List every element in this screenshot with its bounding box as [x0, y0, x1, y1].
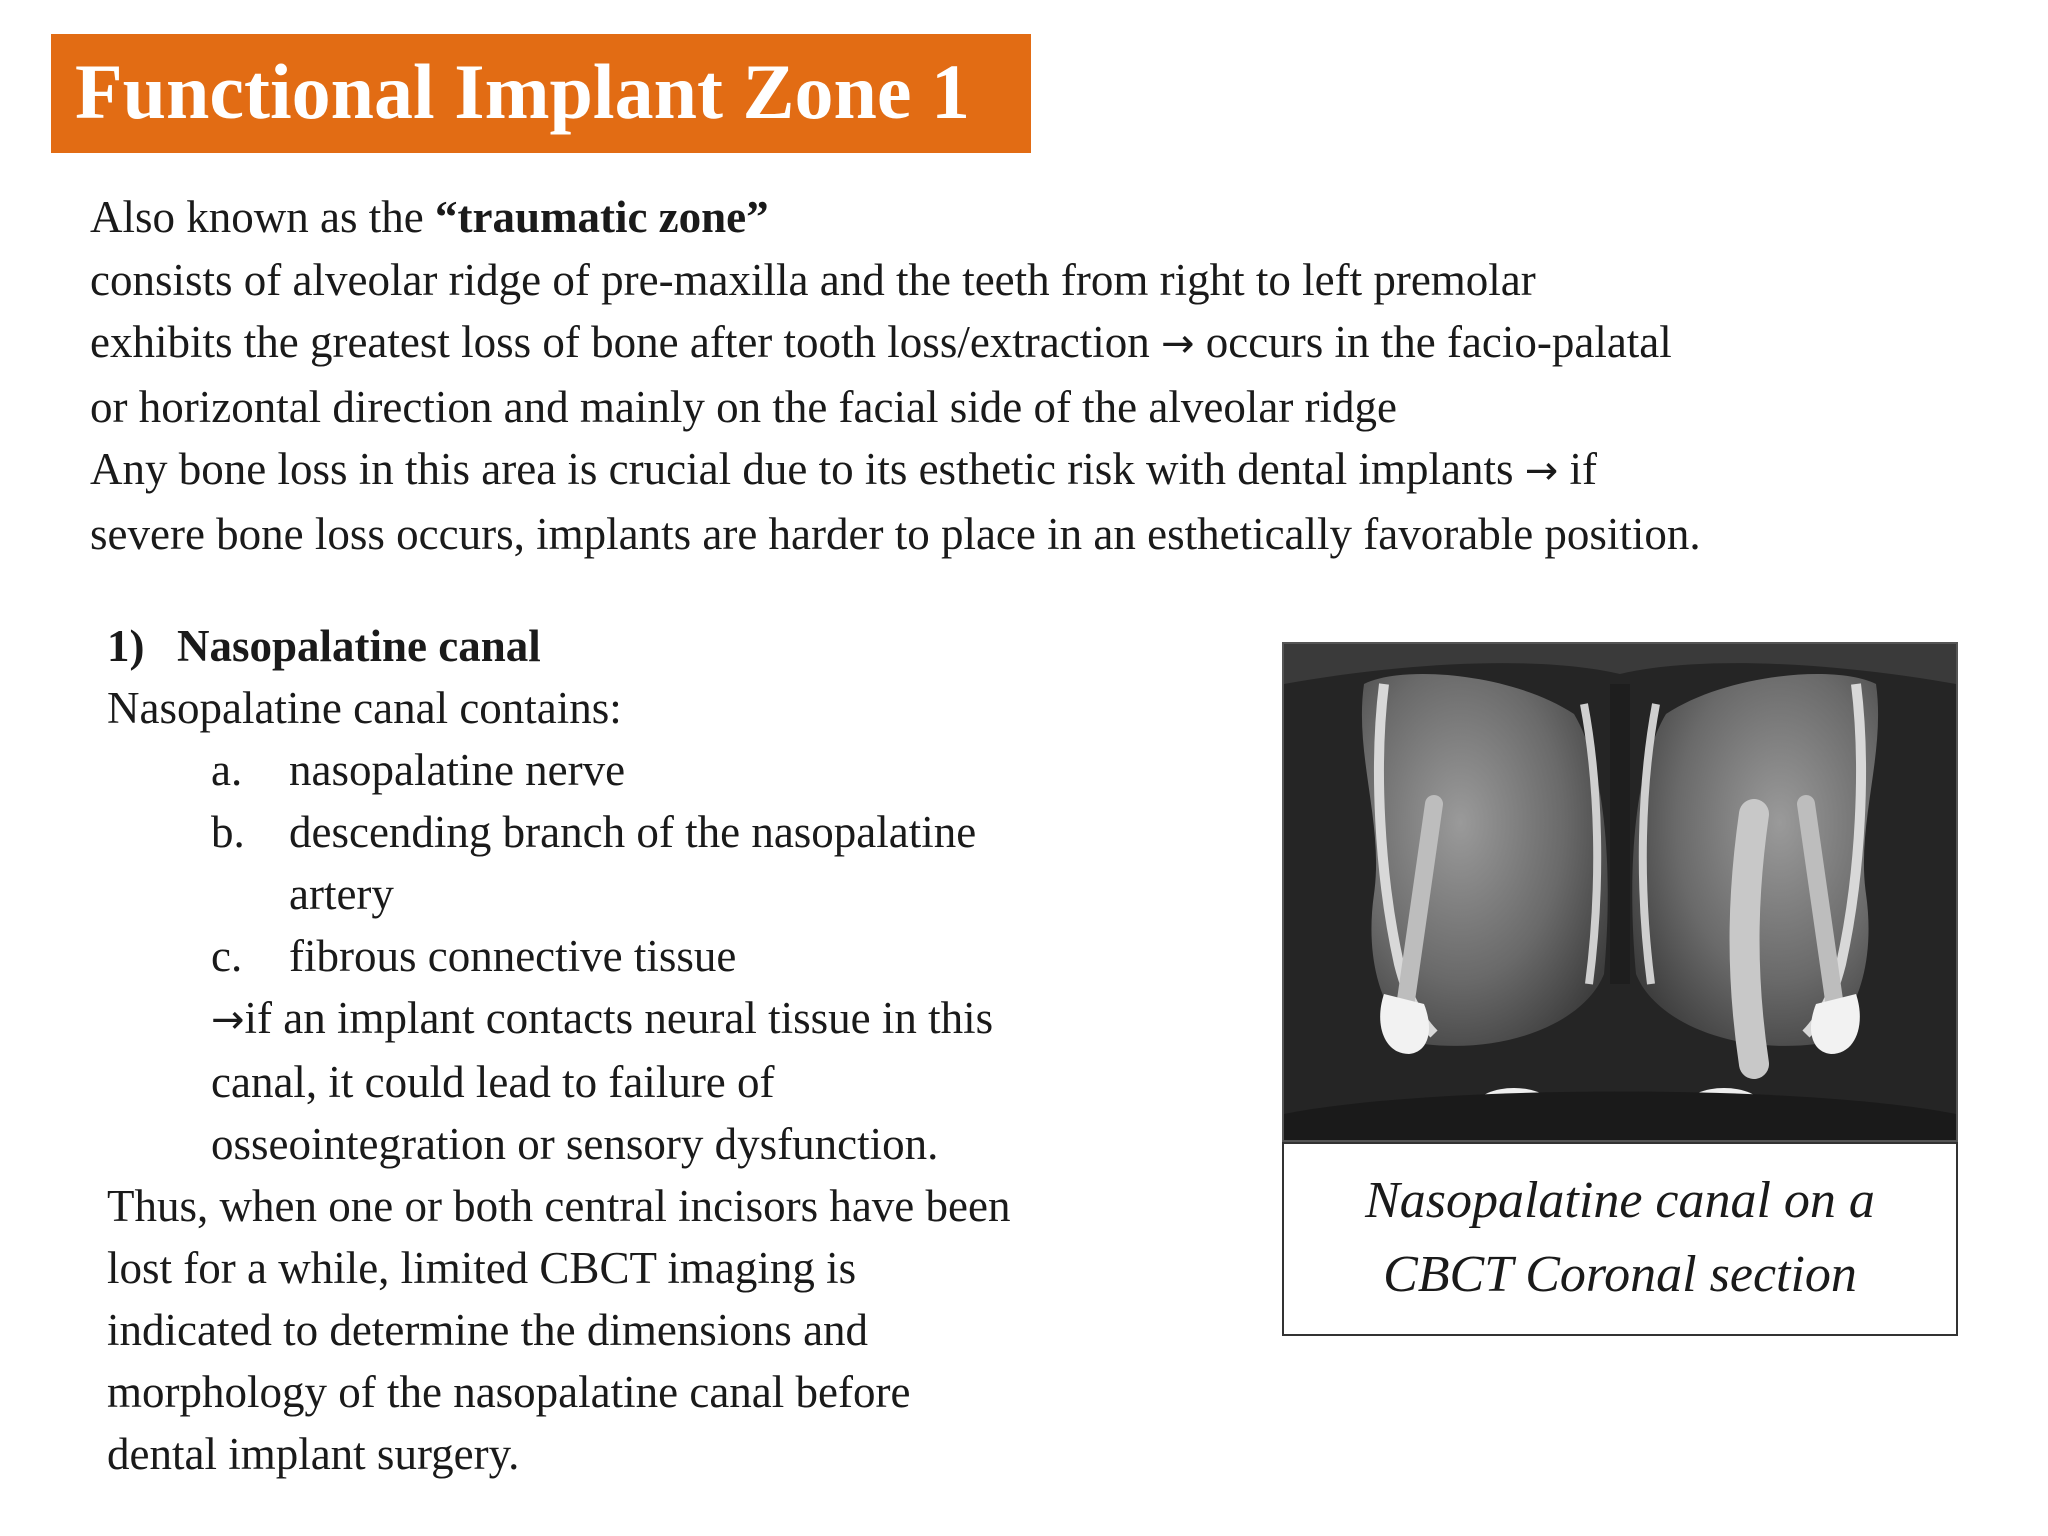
- caption-line-2: CBCT Coronal section: [1383, 1246, 1857, 1303]
- intro-line-2: consists of alveolar ridge of pre-maxilla and the teeth from right to left premolar: [90, 254, 1536, 305]
- intro-line-4: or horizontal direction and mainly on the facial side of the alveolar ridge: [90, 381, 1398, 432]
- list-marker: b.: [211, 807, 245, 857]
- title-banner: [51, 34, 1031, 153]
- list-item-text: nasopalatine nerve: [289, 745, 626, 795]
- intro-line-6: severe bone loss occurs, implants are harder to place in an esthetically favorable position.: [90, 508, 1701, 559]
- arrow-right-icon: →: [211, 997, 245, 1043]
- consequence-note: [211, 987, 1227, 1175]
- conclusion-line-2: lost for a while, limited CBCT imaging is: [107, 1243, 857, 1293]
- figure-caption: [1282, 1142, 1958, 1336]
- intro-line-1-text: Also known as the: [90, 192, 435, 242]
- conclusion-line-4: morphology of the nasopalatine canal before: [107, 1367, 911, 1417]
- section-number: 1): [107, 621, 145, 671]
- intro-paragraph: [90, 186, 2020, 565]
- intro-line-3b: occurs in the facio-palatal: [1194, 317, 1672, 367]
- conclusion-line-3: indicated to determine the dimensions and: [107, 1305, 869, 1355]
- arrow-right-icon: →: [1161, 321, 1195, 367]
- conclusion-line-5: dental implant surgery.: [107, 1429, 520, 1479]
- list-marker: a.: [211, 745, 243, 795]
- intro-line-1: [90, 186, 2020, 249]
- list-marker: c.: [211, 931, 243, 981]
- intro-line-3: [90, 311, 2020, 376]
- note-line-2: canal, it could lead to failure of: [211, 1057, 775, 1107]
- section-heading: [107, 615, 1227, 677]
- intro-line-5: [90, 438, 2020, 503]
- contents-list: [211, 739, 1227, 987]
- caption-line-1: Nasopalatine canal on a: [1365, 1172, 1875, 1229]
- intro-line-5b: if: [1558, 444, 1597, 494]
- list-item: [211, 801, 1049, 925]
- list-item-text: descending branch of the nasopalatine artery: [289, 807, 977, 919]
- note-line-3: osseointegration or sensory dysfunction.: [211, 1119, 939, 1169]
- cbct-coronal-illustration: [1284, 644, 1956, 1140]
- intro-line-5a: Any bone loss in this area is crucial due to its esthetic risk with dental implants: [90, 444, 1525, 494]
- slide-title: Functional Implant Zone 1: [75, 48, 970, 135]
- list-item: [211, 925, 1227, 987]
- contains-label: Nasopalatine canal contains:: [107, 683, 622, 733]
- section-heading-text: Nasopalatine canal: [177, 621, 541, 671]
- intro-line-3a: exhibits the greatest loss of bone after tooth loss/extraction: [90, 317, 1161, 367]
- list-item-text: fibrous connective tissue: [289, 931, 737, 981]
- note-line-1: [211, 987, 1227, 1051]
- cbct-image: [1282, 642, 1958, 1142]
- arrow-right-icon: →: [1524, 448, 1559, 494]
- note-line-1-text: if an implant contacts neural tissue in this: [244, 993, 994, 1043]
- nasopalatine-section: [107, 615, 1227, 1485]
- conclusion-line-1: Thus, when one or both central incisors have been: [107, 1181, 1011, 1231]
- conclusion-paragraph: [107, 1175, 1227, 1485]
- traumatic-zone-term: “traumatic zone”: [434, 192, 769, 242]
- list-item: [211, 739, 1227, 801]
